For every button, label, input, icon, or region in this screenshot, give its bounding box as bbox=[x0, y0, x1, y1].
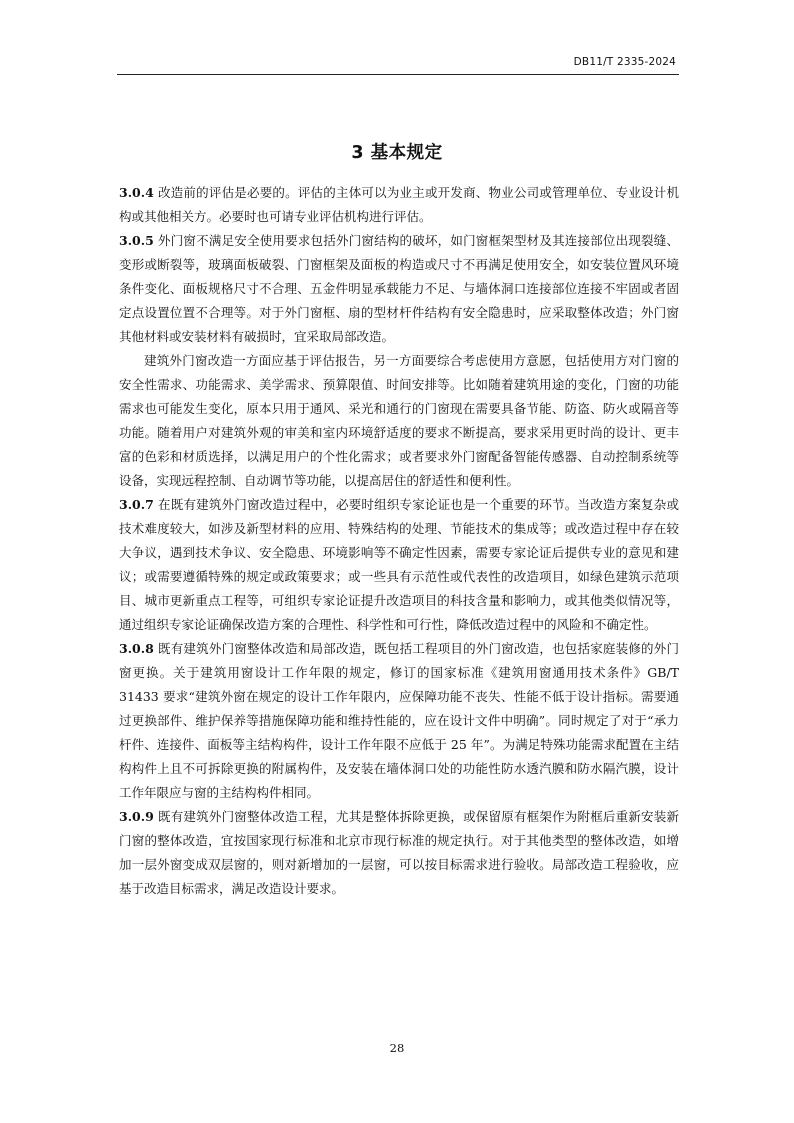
clause-text: 在既有建筑外门窗改造过程中，必要时组织专家论证也是一个重要的环节。当改造方案复杂或技术难度较大，如涉及新型材料的应用、特殊结构的处理、节能技术的集成等；或改造过程中存在较大争议，遇到技术争议、安全隐患、环境影响等不确定性因素，需要专家论证后提供专业的意见和建议；或需要遵循特殊的规定或政策要求；或一些具有示范性或代表性的改造项目，如绿色建筑示范项目、城市更新重点工程等，可组织专家论证提升改造项目的科技含量和影响力，或其他类似情况等，通过组织专家论证确保改造方案的合理性、科学性和可行性，降低改造过程中的风险和不确定性。 bbox=[119, 497, 679, 632]
page-number: 28 bbox=[389, 1041, 405, 1055]
clause-text: 外门窗不满足安全使用要求包括外门窗结构的破坏，如门窗框架型材及其连接部位出现裂缝、变形或断裂等，玻璃面板破裂、门窗框架及面板的构造或尺寸不再满足使用安全，如安装位置风环境条件变化、面板规格尺寸不合理、五金件明显承载能力不足、与墙体洞口连接部位连接不牢固或者固定点设置位置不合理等。对于外门窗框、扇的型材杆件结构有安全隐患时，应采取整体改造；外门窗其他材料或安装材料有破损时，宜采取局部改造。 bbox=[119, 233, 679, 344]
clause-number: 3.0.9 bbox=[119, 809, 154, 824]
clause-text: 既有建筑外门窗整体改造和局部改造，既包括工程项目的外门窗改造，也包括家庭装修的外门窗更换。关于建筑用窗设计工作年限的规定，修订的国家标准《建筑用窗通用技术条件》GB/T 31433 要求“建筑外窗在规定的设计工作年限内，应保障功能不丧失、性能不低于设计指标。需要通过更换部件、维护保养等措施保障功能和维持性能的，应在设计文件中明确”。同时规定了对于“承力杆件、连接件、面板等主结构构件，设计工作年限不应低于 25 年”。为满足特殊功能需求配置在主结构构件上且不可拆除更换的附属构件，及安装在墙体洞口处的功能性防水透汽膜和防水隔汽膜，设计工作年限应与窗的主结构构件相同。 bbox=[119, 641, 679, 800]
clause-3-0-4 bbox=[119, 181, 679, 229]
clause-number: 3.0.7 bbox=[119, 497, 154, 512]
paragraph-text: 建筑外门窗改造一方面应基于评估报告，另一方面要综合考虑使用方意愿，包括使用方对门窗的安全性需求、功能需求、美学需求、预算限值、时间安排等。比如随着建筑用途的变化，门窗的功能需求也可能发生变化，原本只用于通风、采光和通行的门窗现在需要具备节能、防盗、防火或隔音等功能。随着用户对建筑外观的审美和室内环境舒适度的要求不断提高，要求采用更时尚的设计、更丰富的色彩和材质选择，以满足用户的个性化需求；或者要求外门窗配备智能传感器、自动控制系统等设备，实现远程控制、自动调节等功能，以提高居住的舒适性和便利性。 bbox=[119, 353, 679, 488]
clause-text: 改造前的评估是必要的。评估的主体可以为业主或开发商、物业公司或管理单位、专业设计机构或其他相关方。必要时也可请专业评估机构进行评估。 bbox=[119, 185, 679, 224]
standard-code: DB11/T 2335-2024 bbox=[573, 56, 676, 68]
clause-number: 3.0.5 bbox=[119, 233, 154, 248]
section-body bbox=[119, 181, 679, 901]
clause-3-0-8 bbox=[119, 637, 679, 805]
explanation-paragraph bbox=[119, 349, 679, 493]
clause-text: 既有建筑外门窗整体改造工程，尤其是整体拆除更换，或保留原有框架作为附框后重新安装新门窗的整体改造，宜按国家现行标准和北京市现行标准的规定执行。对于其他类型的整体改造，如增加一层外窗变成双层窗的，则对新增加的一层窗，可以按目标需求进行验收。局部改造工程验收，应基于改造目标需求，满足改造设计要求。 bbox=[119, 809, 679, 896]
section-title: 3 基本规定 bbox=[351, 142, 443, 163]
clause-number: 3.0.8 bbox=[119, 641, 154, 656]
clause-3-0-9 bbox=[119, 805, 679, 901]
header-rule bbox=[117, 74, 679, 75]
clause-number: 3.0.4 bbox=[119, 185, 154, 200]
clause-3-0-7 bbox=[119, 493, 679, 637]
clause-3-0-5 bbox=[119, 229, 679, 349]
